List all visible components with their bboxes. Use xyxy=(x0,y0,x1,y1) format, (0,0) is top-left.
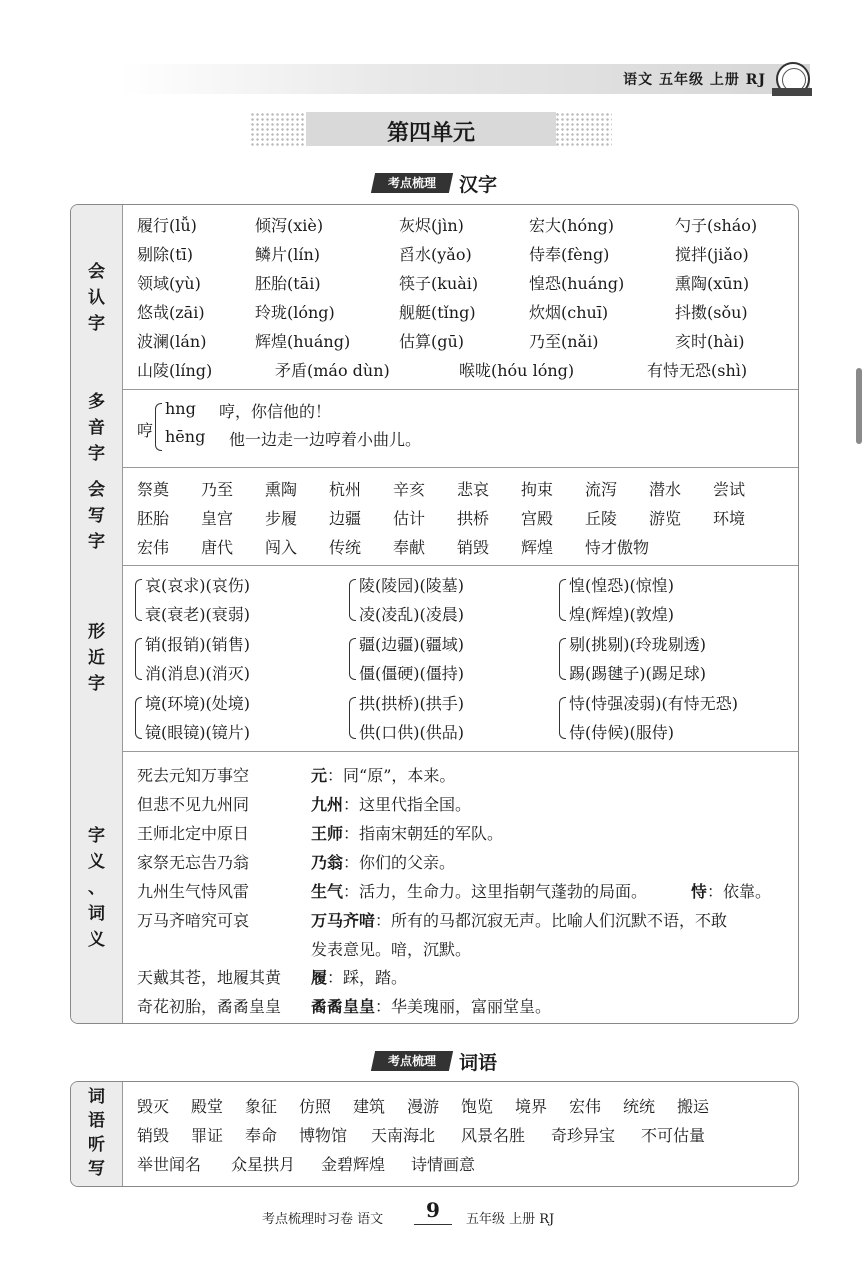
write-word: 辛亥 xyxy=(393,480,426,499)
section-tag: 考点梳理 xyxy=(371,173,453,193)
write-word: 闯入 xyxy=(265,538,298,557)
word-pinyin: 熏陶(xūn) xyxy=(675,274,750,293)
dictation-word: 殿堂 xyxy=(191,1097,224,1116)
similar-char: 拱(拱桥)(拱手) xyxy=(359,694,464,713)
annotation-term: 生气 xyxy=(311,882,344,901)
row-label: 多 音 字 xyxy=(71,389,123,467)
annotation-term: 万马齐喑 xyxy=(311,911,376,930)
poem-line: 九州生气恃风雷 xyxy=(137,882,250,901)
word-pinyin: 估算(gū) xyxy=(399,332,465,351)
word-pinyin: 剔除(tī) xyxy=(137,245,194,264)
annotation xyxy=(311,792,471,815)
dictation-word: 仿照 xyxy=(299,1097,332,1116)
poem-line: 但悲不见九州同 xyxy=(137,795,250,814)
annotation xyxy=(311,850,455,873)
write-word: 乃至 xyxy=(201,480,234,499)
section-title: 词语 xyxy=(459,1052,498,1074)
dictation-word: 搬运 xyxy=(677,1097,710,1116)
dictation-word: 宏伟 xyxy=(569,1097,602,1116)
dictation-word: 举世闻名 xyxy=(137,1155,202,1174)
word-pinyin: 炊烟(chuī) xyxy=(529,303,609,322)
row-label: 会 认 字 xyxy=(71,205,123,389)
word-pinyin: 辉煌(huáng) xyxy=(255,332,351,351)
word-pinyin: 领域(yù) xyxy=(137,274,201,293)
annotation-text: ：你们的父亲。 xyxy=(343,853,456,872)
annotation-term: 元 xyxy=(311,766,328,785)
word-pinyin: 矛盾(máo dùn) xyxy=(275,361,390,380)
poem-line: 死去元知万事空 xyxy=(137,766,250,785)
word-pinyin: 惶恐(huáng) xyxy=(529,274,625,293)
write-word: 拱桥 xyxy=(457,509,490,528)
annotation-term: 矞矞皇皇 xyxy=(311,997,376,1016)
annotation-text: ：指南宋朝廷的军队。 xyxy=(343,824,504,843)
word-pinyin: 倾泻(xiè) xyxy=(255,216,324,235)
write-word: 辉煌 xyxy=(521,538,554,557)
similar-char: 疆(边疆)(疆域) xyxy=(359,635,464,654)
write-word: 杭州 xyxy=(329,480,362,499)
similar-char: 衰(衰老)(衰弱) xyxy=(145,605,250,624)
annotation-text: ：同“原”，本来。 xyxy=(327,766,456,785)
similar-char: 踢(踢毽子)(踢足球) xyxy=(569,664,706,683)
dictation-word: 不可估量 xyxy=(641,1126,706,1145)
word-pinyin: 抖擞(sǒu) xyxy=(675,303,748,322)
write-word: 估计 xyxy=(393,509,426,528)
page-number: 9 xyxy=(414,1198,452,1225)
similar-char: 侍(侍候)(服侍) xyxy=(569,723,674,742)
annotation xyxy=(311,994,551,1017)
scrollbar-thumb[interactable] xyxy=(856,368,862,444)
word-pinyin: 勺子(sháo) xyxy=(675,216,758,235)
dictation-word: 奇珍异宝 xyxy=(551,1126,616,1145)
word-pinyin: 亥时(hài) xyxy=(675,332,745,351)
write-word: 唐代 xyxy=(201,538,234,557)
annotation-text: ：活力，生命力。这里指朝气蓬勃的局面。 xyxy=(343,882,648,901)
annotation-text: ：华美瑰丽，富丽堂皇。 xyxy=(375,997,552,1016)
dictation-word: 统统 xyxy=(623,1097,656,1116)
word-pinyin: 履行(lǚ) xyxy=(137,216,197,235)
write-word: 销毁 xyxy=(457,538,490,557)
dictation-word: 金碧辉煌 xyxy=(321,1155,386,1174)
dictation-word: 奉命 xyxy=(245,1126,278,1145)
word-pinyin: 山陵(líng) xyxy=(137,361,213,380)
write-word: 流泻 xyxy=(585,480,618,499)
word-pinyin: 搅拌(jiǎo) xyxy=(675,245,749,264)
write-word: 环境 xyxy=(713,509,746,528)
dictation-word: 销毁 xyxy=(137,1126,170,1145)
annotation-term: 九州 xyxy=(311,795,344,814)
dictation-word: 象征 xyxy=(245,1097,278,1116)
row-huixiezi xyxy=(71,467,798,566)
footer-right: 五年级 上册 RJ xyxy=(466,1212,555,1227)
word-pinyin: 喉咙(hóu lóng) xyxy=(459,361,575,380)
word-pinyin: 悠哉(zāi) xyxy=(137,303,205,322)
similar-char: 消(消息)(消灭) xyxy=(145,664,250,683)
unit-banner xyxy=(250,112,612,146)
write-word: 潜水 xyxy=(649,480,682,499)
word-pinyin: 胚胎(tāi) xyxy=(255,274,321,293)
dictation-word: 诗情画意 xyxy=(411,1155,476,1174)
similar-char: 剔(挑剔)(玲珑剔透) xyxy=(569,635,706,654)
word-pinyin: 灰烬(jìn) xyxy=(399,216,464,235)
row-label: 会 写 字 xyxy=(71,467,123,565)
poem-line: 家祭无忘告乃翁 xyxy=(137,853,250,872)
dictation-word: 博物馆 xyxy=(299,1126,348,1145)
similar-char: 凌(凌乱)(凌晨) xyxy=(359,605,464,624)
dictation-word: 罪证 xyxy=(191,1126,224,1145)
poem-line: 天戴其苍，地履其黄 xyxy=(137,968,282,987)
annotation xyxy=(311,763,455,786)
word-pinyin: 有恃无恐(shì) xyxy=(647,361,748,380)
footer-left: 考点梳理时习卷 语文 xyxy=(262,1212,384,1227)
write-word: 熏陶 xyxy=(265,480,298,499)
similar-char: 恃(恃强凌弱)(有恃无恐) xyxy=(569,694,738,713)
word-pinyin: 乃至(nǎi) xyxy=(529,332,599,351)
write-word: 步履 xyxy=(265,509,298,528)
write-word: 皇宫 xyxy=(201,509,234,528)
annotation-text: ：踩，踏。 xyxy=(327,968,408,987)
word-pinyin: 舰艇(tǐng) xyxy=(399,303,476,322)
page-footer xyxy=(0,1198,868,1238)
similar-char: 哀(哀求)(哀伤) xyxy=(145,576,250,595)
similar-char: 煌(辉煌)(敦煌) xyxy=(569,605,674,624)
write-word: 丘陵 xyxy=(585,509,618,528)
word-pinyin: 侍奉(fèng) xyxy=(529,245,610,264)
annotation xyxy=(311,908,727,931)
annotation xyxy=(311,937,471,960)
dictation-word: 风景名胜 xyxy=(461,1126,526,1145)
annotation-term: 乃翁 xyxy=(311,853,344,872)
write-word: 奉献 xyxy=(393,538,426,557)
annotation xyxy=(691,879,771,902)
write-word: 宏伟 xyxy=(137,538,170,557)
word-pinyin: 玲珑(lóng) xyxy=(255,303,335,322)
write-word: 传统 xyxy=(329,538,362,557)
dictation-word: 天南海北 xyxy=(371,1126,436,1145)
row-xingjinzi xyxy=(71,565,798,752)
annotation xyxy=(311,965,407,988)
dictation-word: 境界 xyxy=(515,1097,548,1116)
annotation-term: 王师 xyxy=(311,824,344,843)
similar-char: 销(报销)(销售) xyxy=(145,635,250,654)
similar-char: 供(口供)(供品) xyxy=(359,723,464,742)
dictation-word: 建筑 xyxy=(353,1097,386,1116)
similar-char: 惶(惶恐)(惊惶) xyxy=(569,576,674,595)
section-tag: 考点梳理 xyxy=(371,1051,453,1071)
poem-line: 万马齐喑究可哀 xyxy=(137,911,250,930)
write-word: 边疆 xyxy=(329,509,362,528)
write-word: 悲哀 xyxy=(457,480,490,499)
word-pinyin: 筷子(kuài) xyxy=(399,274,479,293)
row-label: 字 义 、 词 义 xyxy=(71,751,123,1023)
word-pinyin: 波澜(lán) xyxy=(137,332,207,351)
word-pinyin: 宏大(hóng) xyxy=(529,216,614,235)
poem-line: 奇花初胎，矞矞皇皇 xyxy=(137,997,282,1016)
poem-line: 王师北定中原日 xyxy=(137,824,250,843)
row-huirenzi xyxy=(71,205,798,390)
example: 他一边走一边哼着小曲儿。 xyxy=(229,430,422,449)
annotation-text: 发表意见。喑，沉默。 xyxy=(311,940,472,959)
dictation-word: 漫游 xyxy=(407,1097,440,1116)
write-word: 胚胎 xyxy=(137,509,170,528)
unit-title: 第四单元 xyxy=(386,120,475,146)
similar-char: 陵(陵园)(陵墓) xyxy=(359,576,464,595)
similar-char: 镜(眼镜)(镜片) xyxy=(145,723,250,742)
annotation-text: ：依靠。 xyxy=(707,882,772,901)
write-word: 拘束 xyxy=(521,480,554,499)
example: 哼，你信他的！ xyxy=(219,402,332,421)
similar-char: 境(环境)(处境) xyxy=(145,694,250,713)
word-pinyin: 鳞片(lín) xyxy=(255,245,321,264)
top-header-bar xyxy=(120,64,810,94)
write-word: 尝试 xyxy=(713,480,746,499)
row-label: 形 近 字 xyxy=(71,565,123,751)
pinyin: hēng xyxy=(165,427,206,446)
write-word: 祭奠 xyxy=(137,480,170,499)
annotation-text: ：这里代指全国。 xyxy=(343,795,472,814)
dictation-word: 毁灭 xyxy=(137,1097,170,1116)
pinyin: hng xyxy=(165,399,196,418)
publisher-logo-icon xyxy=(776,62,810,96)
write-word: 恃才傲物 xyxy=(585,538,650,557)
dictation-word: 众星拱月 xyxy=(231,1155,296,1174)
annotation xyxy=(311,879,647,902)
row-label: 词 语 听 写 xyxy=(71,1082,123,1186)
annotation-term: 履 xyxy=(311,968,328,987)
row-duoyinzi xyxy=(71,389,798,468)
similar-char: 僵(僵硬)(僵持) xyxy=(359,664,464,683)
word-pinyin: 舀水(yǎo) xyxy=(399,245,472,264)
write-word: 游览 xyxy=(649,509,682,528)
annotation xyxy=(311,821,503,844)
annotation-text: ：所有的马都沉寂无声。比喻人们沉默不语，不敢 xyxy=(375,911,728,930)
dictation-word: 饱览 xyxy=(461,1097,494,1116)
annotation-term: 恃 xyxy=(691,882,708,901)
ciyu-table xyxy=(70,1081,799,1187)
hanzi-table xyxy=(70,204,799,1024)
polyphone-char: 哼 xyxy=(137,421,154,440)
row-ziyi xyxy=(71,751,798,1023)
write-word: 宫殿 xyxy=(521,509,554,528)
header-subject: 语文 五年级 上册 RJ xyxy=(623,72,766,88)
section-title: 汉字 xyxy=(459,174,498,196)
